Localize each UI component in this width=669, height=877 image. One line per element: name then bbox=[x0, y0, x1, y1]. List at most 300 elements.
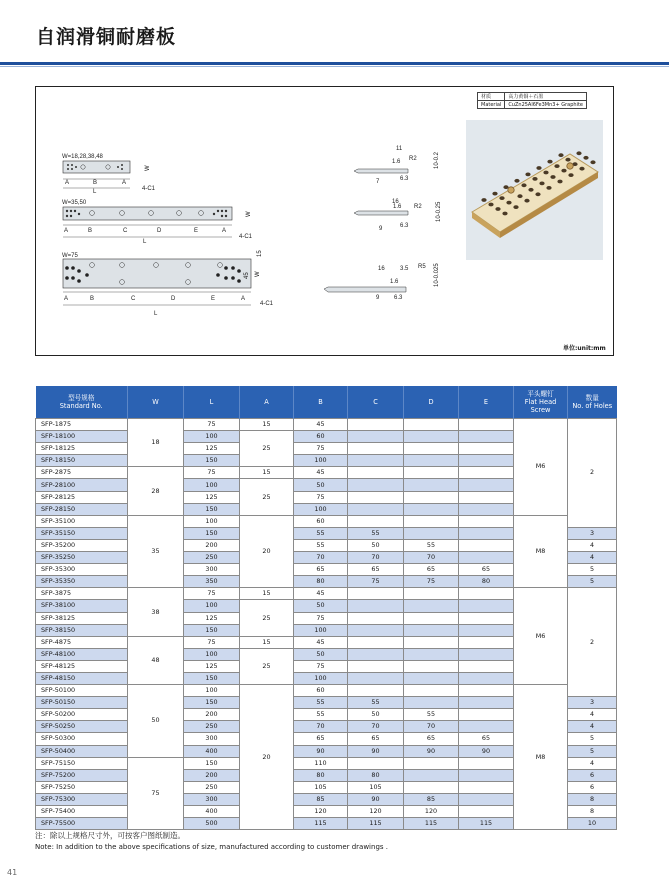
cell-d: 55 bbox=[404, 539, 459, 551]
cell-l: 250 bbox=[184, 552, 240, 564]
cell-model: SFP-4875 bbox=[36, 636, 128, 648]
cell-c bbox=[348, 503, 404, 515]
cell-c bbox=[348, 588, 404, 600]
dim-a-1b: A bbox=[122, 180, 127, 186]
cell-a: 20 bbox=[240, 515, 294, 588]
cell-b: 120 bbox=[294, 806, 348, 818]
cell-c: 120 bbox=[348, 806, 404, 818]
cell-d bbox=[404, 503, 459, 515]
cell-model: SFP-2875 bbox=[36, 467, 128, 479]
cell-e bbox=[459, 793, 514, 805]
header-model: 型号规格 Standard No. bbox=[36, 386, 128, 419]
cell-b: 75 bbox=[294, 443, 348, 455]
header-e: E bbox=[459, 386, 514, 419]
cell-w: 35 bbox=[128, 515, 184, 588]
dim-l-1: L bbox=[93, 189, 97, 195]
cell-e bbox=[459, 757, 514, 769]
cell-d: 70 bbox=[404, 721, 459, 733]
sec2-6.3: 6.3 bbox=[400, 223, 409, 229]
cell-holes: 5 bbox=[568, 745, 617, 757]
cell-c bbox=[348, 467, 404, 479]
dim-45: 45 bbox=[244, 272, 250, 279]
cell-e: 65 bbox=[459, 733, 514, 745]
cell-e bbox=[459, 455, 514, 467]
cell-model: SFP-35350 bbox=[36, 576, 128, 588]
cell-w: 38 bbox=[128, 588, 184, 636]
cell-screw: M8 bbox=[514, 685, 568, 830]
cell-a: 25 bbox=[240, 431, 294, 467]
cell-e bbox=[459, 624, 514, 636]
cell-a: 15 bbox=[240, 636, 294, 648]
cell-model: SFP-28125 bbox=[36, 491, 128, 503]
cell-model: SFP-75500 bbox=[36, 818, 128, 830]
cell-l: 200 bbox=[184, 709, 240, 721]
cell-l: 100 bbox=[184, 479, 240, 491]
cell-model: SFP-50300 bbox=[36, 733, 128, 745]
sec1-r2: R2 bbox=[409, 156, 417, 162]
cell-holes: 4 bbox=[568, 757, 617, 769]
cell-e bbox=[459, 552, 514, 564]
cell-e bbox=[459, 648, 514, 660]
header-a: A bbox=[240, 386, 294, 419]
cell-model: SFP-28100 bbox=[36, 479, 128, 491]
cell-c bbox=[348, 419, 404, 431]
cell-holes: 4 bbox=[568, 709, 617, 721]
sec3-3.5: 3.5 bbox=[400, 266, 409, 272]
cell-holes: 2 bbox=[568, 419, 617, 528]
cell-model: SFP-35250 bbox=[36, 552, 128, 564]
cell-d bbox=[404, 685, 459, 697]
cell-c bbox=[348, 612, 404, 624]
cell-holes: 3 bbox=[568, 527, 617, 539]
cell-c: 90 bbox=[348, 793, 404, 805]
cell-d: 65 bbox=[404, 733, 459, 745]
cell-d bbox=[404, 443, 459, 455]
sec2-9: 9 bbox=[379, 226, 383, 232]
chamfer-2: 4-C1 bbox=[239, 234, 253, 240]
cell-e bbox=[459, 769, 514, 781]
header-w: W bbox=[128, 386, 184, 419]
cell-e: 115 bbox=[459, 818, 514, 830]
cell-model: SFP-1875 bbox=[36, 419, 128, 431]
cell-model: SFP-18100 bbox=[36, 431, 128, 443]
cell-e bbox=[459, 636, 514, 648]
cell-e bbox=[459, 600, 514, 612]
cell-model: SFP-38125 bbox=[36, 612, 128, 624]
cell-c: 65 bbox=[348, 733, 404, 745]
cell-c: 80 bbox=[348, 769, 404, 781]
cell-c: 90 bbox=[348, 745, 404, 757]
cell-a: 25 bbox=[240, 600, 294, 636]
material-label-en: Material bbox=[478, 101, 505, 109]
cell-l: 100 bbox=[184, 600, 240, 612]
cell-e bbox=[459, 431, 514, 443]
cell-e bbox=[459, 806, 514, 818]
cell-d bbox=[404, 491, 459, 503]
cell-l: 350 bbox=[184, 576, 240, 588]
chamfer-3: 4-C1 bbox=[260, 301, 274, 307]
dim-d-2: D bbox=[157, 228, 162, 234]
cell-e bbox=[459, 588, 514, 600]
cell-b: 50 bbox=[294, 648, 348, 660]
cell-d bbox=[404, 648, 459, 660]
cell-a: 15 bbox=[240, 467, 294, 479]
cell-l: 300 bbox=[184, 564, 240, 576]
cell-b: 100 bbox=[294, 503, 348, 515]
cell-c bbox=[348, 443, 404, 455]
cell-b: 75 bbox=[294, 660, 348, 672]
cell-d bbox=[404, 757, 459, 769]
cell-w: 75 bbox=[128, 757, 184, 830]
note-en: Note: In addition to the above specifications of size, manufactured according to customer drawings . bbox=[35, 843, 388, 851]
chamfer-1: 4-C1 bbox=[142, 186, 156, 192]
header-b: B bbox=[294, 386, 348, 419]
material-value-en: CuZn25Al6Fe3Mn3+ Graphite bbox=[505, 101, 587, 109]
cell-d bbox=[404, 672, 459, 684]
cell-l: 400 bbox=[184, 806, 240, 818]
cell-screw: M6 bbox=[514, 588, 568, 685]
cell-b: 110 bbox=[294, 757, 348, 769]
sec3-16: 16 bbox=[378, 266, 385, 272]
cell-b: 65 bbox=[294, 564, 348, 576]
cell-l: 75 bbox=[184, 467, 240, 479]
cell-d: 75 bbox=[404, 576, 459, 588]
cell-d bbox=[404, 527, 459, 539]
dim-w-3: W bbox=[255, 271, 261, 277]
cell-a: 25 bbox=[240, 648, 294, 684]
cell-b: 55 bbox=[294, 539, 348, 551]
sec1-11: 11 bbox=[396, 146, 403, 152]
cell-c bbox=[348, 600, 404, 612]
cell-e bbox=[459, 539, 514, 551]
cell-l: 150 bbox=[184, 757, 240, 769]
cell-model: SFP-3875 bbox=[36, 588, 128, 600]
table-row bbox=[36, 685, 617, 697]
cell-e bbox=[459, 721, 514, 733]
sec1-7: 7 bbox=[376, 179, 380, 185]
cell-model: SFP-48125 bbox=[36, 660, 128, 672]
cell-e bbox=[459, 660, 514, 672]
cell-b: 70 bbox=[294, 552, 348, 564]
cell-l: 300 bbox=[184, 793, 240, 805]
dim-d-3: D bbox=[171, 296, 176, 302]
header-holes: 数量 No. of Holes bbox=[568, 386, 617, 419]
dim-l-2: L bbox=[143, 239, 147, 245]
cell-model: SFP-50150 bbox=[36, 697, 128, 709]
plate-small bbox=[63, 161, 130, 173]
cell-holes: 6 bbox=[568, 781, 617, 793]
cell-d bbox=[404, 660, 459, 672]
cell-e bbox=[459, 503, 514, 515]
cell-d bbox=[404, 769, 459, 781]
material-label-cn: 材质 bbox=[478, 93, 505, 101]
cell-d bbox=[404, 431, 459, 443]
cell-model: SFP-50100 bbox=[36, 685, 128, 697]
cell-model: SFP-50400 bbox=[36, 745, 128, 757]
cell-d bbox=[404, 455, 459, 467]
cell-a: 20 bbox=[240, 685, 294, 830]
cell-c bbox=[348, 515, 404, 527]
cell-b: 45 bbox=[294, 419, 348, 431]
cell-c bbox=[348, 479, 404, 491]
sec2-1.6: 1.6 bbox=[393, 204, 402, 210]
cell-c: 70 bbox=[348, 552, 404, 564]
cell-holes: 3 bbox=[568, 697, 617, 709]
cell-e bbox=[459, 467, 514, 479]
cell-d bbox=[404, 781, 459, 793]
dim-a-1: A bbox=[65, 180, 70, 186]
page-title: 自润滑铜耐磨板 bbox=[36, 26, 177, 48]
cell-b: 45 bbox=[294, 467, 348, 479]
cell-model: SFP-75400 bbox=[36, 806, 128, 818]
cell-l: 75 bbox=[184, 588, 240, 600]
cell-c: 75 bbox=[348, 576, 404, 588]
cell-model: SFP-18125 bbox=[36, 443, 128, 455]
cell-e bbox=[459, 781, 514, 793]
cell-model: SFP-28150 bbox=[36, 503, 128, 515]
cell-model: SFP-38100 bbox=[36, 600, 128, 612]
cell-holes: 2 bbox=[568, 588, 617, 697]
cell-model: SFP-35150 bbox=[36, 527, 128, 539]
cell-w: 48 bbox=[128, 636, 184, 684]
cell-l: 125 bbox=[184, 491, 240, 503]
cell-b: 65 bbox=[294, 733, 348, 745]
cell-d: 85 bbox=[404, 793, 459, 805]
label-w2: W=35,50 bbox=[62, 200, 87, 206]
cell-d: 115 bbox=[404, 818, 459, 830]
dim-w-2: W bbox=[246, 211, 252, 217]
spec-table bbox=[35, 386, 617, 830]
cell-c bbox=[348, 672, 404, 684]
cell-model: SFP-75200 bbox=[36, 769, 128, 781]
page-number: 41 bbox=[7, 868, 18, 877]
dim-c-2: C bbox=[123, 228, 128, 234]
dim-a-2b: A bbox=[222, 228, 227, 234]
cell-l: 250 bbox=[184, 721, 240, 733]
cell-model: SFP-50250 bbox=[36, 721, 128, 733]
cell-d bbox=[404, 697, 459, 709]
cell-model: SFP-75300 bbox=[36, 793, 128, 805]
sec3-r5: R5 bbox=[418, 264, 426, 270]
cell-e: 80 bbox=[459, 576, 514, 588]
unit-label: 单位:unit:mm bbox=[563, 345, 606, 352]
cell-l: 150 bbox=[184, 503, 240, 515]
cell-d bbox=[404, 467, 459, 479]
cell-e: 90 bbox=[459, 745, 514, 757]
dim-e-2: E bbox=[194, 228, 199, 234]
dim-b-3: B bbox=[90, 296, 95, 302]
sec3-6.3: 6.3 bbox=[394, 295, 403, 301]
cell-l: 75 bbox=[184, 636, 240, 648]
cell-c: 55 bbox=[348, 527, 404, 539]
cell-b: 50 bbox=[294, 479, 348, 491]
header-d: D bbox=[404, 386, 459, 419]
cell-w: 50 bbox=[128, 685, 184, 758]
sec3-tol: 10-0.025 bbox=[434, 263, 440, 287]
cell-model: SFP-35300 bbox=[36, 564, 128, 576]
sec1-1.6: 1.6 bbox=[392, 159, 401, 165]
cell-holes: 5 bbox=[568, 576, 617, 588]
cell-l: 75 bbox=[184, 419, 240, 431]
cell-model: SFP-35200 bbox=[36, 539, 128, 551]
cell-l: 250 bbox=[184, 781, 240, 793]
cell-l: 500 bbox=[184, 818, 240, 830]
header-c: C bbox=[348, 386, 404, 419]
cell-model: SFP-48100 bbox=[36, 648, 128, 660]
cell-screw: M8 bbox=[514, 515, 568, 588]
plate-medium bbox=[63, 207, 232, 220]
cell-d bbox=[404, 624, 459, 636]
cell-holes: 4 bbox=[568, 539, 617, 551]
dim-c-3: C bbox=[131, 296, 136, 302]
dim-a-3: A bbox=[64, 296, 69, 302]
cell-b: 100 bbox=[294, 624, 348, 636]
cell-b: 45 bbox=[294, 588, 348, 600]
cell-b: 55 bbox=[294, 697, 348, 709]
cell-b: 55 bbox=[294, 709, 348, 721]
cell-b: 105 bbox=[294, 781, 348, 793]
cell-b: 100 bbox=[294, 455, 348, 467]
cell-holes: 8 bbox=[568, 806, 617, 818]
cell-d: 120 bbox=[404, 806, 459, 818]
sec2-r2: R2 bbox=[414, 204, 422, 210]
cell-b: 60 bbox=[294, 431, 348, 443]
sec1-tol: 10-0.2 bbox=[434, 151, 440, 169]
dim-e-3: E bbox=[211, 296, 216, 302]
cell-d bbox=[404, 612, 459, 624]
dim-w-1: W bbox=[145, 165, 151, 171]
cell-e bbox=[459, 672, 514, 684]
cell-d bbox=[404, 636, 459, 648]
note-cn: 注：除以上规格尺寸外，可按客户图纸制造。 bbox=[35, 831, 185, 840]
cell-b: 75 bbox=[294, 612, 348, 624]
cell-c bbox=[348, 660, 404, 672]
label-w1: W=18,28,38,48 bbox=[62, 154, 103, 160]
cell-holes: 10 bbox=[568, 818, 617, 830]
cell-holes: 4 bbox=[568, 552, 617, 564]
cell-c: 105 bbox=[348, 781, 404, 793]
cell-e: 65 bbox=[459, 564, 514, 576]
cell-d: 65 bbox=[404, 564, 459, 576]
cell-e bbox=[459, 527, 514, 539]
dimension-drawings bbox=[36, 87, 613, 355]
dim-b-1: B bbox=[93, 180, 98, 186]
dim-l-3: L bbox=[154, 311, 158, 317]
cell-b: 60 bbox=[294, 515, 348, 527]
table-row bbox=[36, 419, 617, 431]
cell-holes: 4 bbox=[568, 721, 617, 733]
cell-c: 115 bbox=[348, 818, 404, 830]
cell-b: 55 bbox=[294, 527, 348, 539]
table-row bbox=[36, 588, 617, 600]
cell-e bbox=[459, 419, 514, 431]
cell-e bbox=[459, 515, 514, 527]
cell-l: 150 bbox=[184, 527, 240, 539]
cell-holes: 6 bbox=[568, 769, 617, 781]
cell-holes: 5 bbox=[568, 733, 617, 745]
cell-b: 90 bbox=[294, 745, 348, 757]
cell-b: 45 bbox=[294, 636, 348, 648]
sec3-9: 9 bbox=[376, 295, 380, 301]
cell-model: SFP-75150 bbox=[36, 757, 128, 769]
cell-c: 50 bbox=[348, 709, 404, 721]
material-value-cn: 高力黄铜＋石墨 bbox=[505, 93, 587, 101]
cell-d bbox=[404, 479, 459, 491]
cell-l: 100 bbox=[184, 431, 240, 443]
cell-d: 55 bbox=[404, 709, 459, 721]
header-rule-thin bbox=[0, 66, 669, 67]
cell-e bbox=[459, 491, 514, 503]
sec3-1.6: 1.6 bbox=[390, 279, 399, 285]
cell-l: 125 bbox=[184, 612, 240, 624]
cell-model: SFP-18150 bbox=[36, 455, 128, 467]
cell-b: 100 bbox=[294, 672, 348, 684]
cell-d bbox=[404, 588, 459, 600]
plate-large bbox=[63, 259, 251, 288]
cell-c bbox=[348, 624, 404, 636]
cell-e bbox=[459, 685, 514, 697]
cell-holes: 5 bbox=[568, 564, 617, 576]
cell-l: 100 bbox=[184, 515, 240, 527]
cell-l: 150 bbox=[184, 455, 240, 467]
cell-l: 200 bbox=[184, 769, 240, 781]
cell-b: 80 bbox=[294, 576, 348, 588]
label-w3: W=75 bbox=[62, 253, 78, 259]
cell-c bbox=[348, 648, 404, 660]
cell-b: 115 bbox=[294, 818, 348, 830]
cell-e bbox=[459, 697, 514, 709]
sec2-16: 16 bbox=[392, 199, 399, 205]
cell-c: 55 bbox=[348, 697, 404, 709]
dim-b-2: B bbox=[88, 228, 93, 234]
table-row bbox=[36, 515, 617, 527]
cell-d bbox=[404, 515, 459, 527]
cell-c: 50 bbox=[348, 539, 404, 551]
cell-model: SFP-75250 bbox=[36, 781, 128, 793]
cell-l: 150 bbox=[184, 672, 240, 684]
cell-d bbox=[404, 600, 459, 612]
cell-holes: 8 bbox=[568, 793, 617, 805]
cell-screw: M6 bbox=[514, 419, 568, 516]
cell-l: 125 bbox=[184, 443, 240, 455]
cell-l: 150 bbox=[184, 697, 240, 709]
cell-model: SFP-35100 bbox=[36, 515, 128, 527]
cell-d: 90 bbox=[404, 745, 459, 757]
cell-c bbox=[348, 491, 404, 503]
header-rule bbox=[0, 62, 669, 65]
cell-c: 65 bbox=[348, 564, 404, 576]
cell-d: 70 bbox=[404, 552, 459, 564]
cell-c bbox=[348, 757, 404, 769]
cell-l: 200 bbox=[184, 539, 240, 551]
cell-e bbox=[459, 709, 514, 721]
cell-l: 125 bbox=[184, 660, 240, 672]
cell-e bbox=[459, 612, 514, 624]
cell-w: 28 bbox=[128, 467, 184, 515]
cell-l: 400 bbox=[184, 745, 240, 757]
cell-b: 50 bbox=[294, 600, 348, 612]
header-screw: 平头螺钉 Flat Head Screw bbox=[514, 386, 568, 419]
cell-c bbox=[348, 455, 404, 467]
cell-model: SFP-38150 bbox=[36, 624, 128, 636]
cell-c bbox=[348, 636, 404, 648]
dim-15: 15 bbox=[257, 250, 263, 257]
technical-drawing-panel bbox=[35, 86, 614, 356]
cell-l: 100 bbox=[184, 685, 240, 697]
cell-b: 80 bbox=[294, 769, 348, 781]
dim-a-3b: A bbox=[241, 296, 246, 302]
cell-l: 100 bbox=[184, 648, 240, 660]
